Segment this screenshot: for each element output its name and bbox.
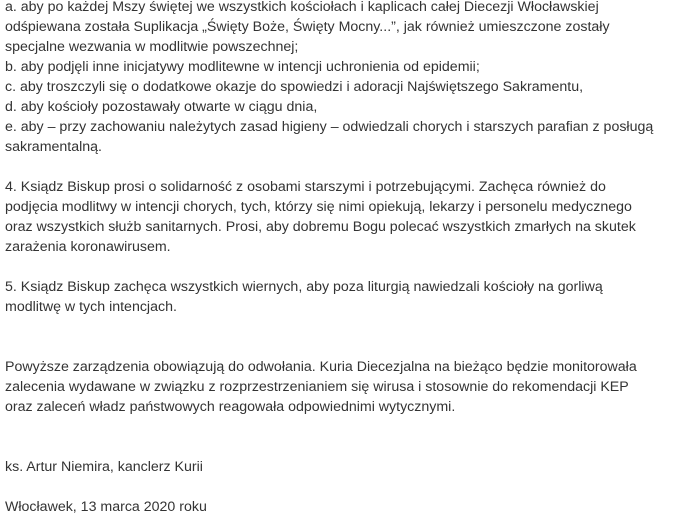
list-item-c: c. aby troszczyli się o dodatkowe okazje do spowiedzi i adoracji Najświętszego Sakramentu, xyxy=(5,79,584,95)
text-line: e. aby – przy zachowaniu należytych zasad higieny – odwiedzali chorych i starszych parafian z posługą xyxy=(5,119,654,135)
paragraph-closing xyxy=(5,357,697,417)
paragraph-spacer xyxy=(5,157,697,177)
list-item-b: b. aby podjęli inne inicjatywy modlitewne w intencji uchronienia od epidemii; xyxy=(5,59,480,75)
paragraph-spacer xyxy=(5,257,697,277)
text-line: a. aby po każdej Mszy świętej we wszystkich kościołach i kaplicach całej Diecezji Włocławskiej xyxy=(5,0,599,15)
text-line: zalecenia wydawane w związku z rozprzestrzenianiem się wirusa i stosownie do rekomendacji KEP xyxy=(5,379,629,395)
document-body xyxy=(5,0,697,517)
list-item-e xyxy=(5,117,697,157)
text-line: odśpiewana została Suplikacja „Święty Boże, Święty Mocny...”, jak również umieszczone zostały xyxy=(5,19,610,35)
text-line: Powyższe zarządzenia obowiązują do odwołania. Kuria Diecezjalna na bieżąco będzie monitorowała xyxy=(5,359,637,375)
text-line: 5. Ksiądz Biskup zachęca wszystkich wiernych, aby poza liturgią nawiedzali kościoły na gorliwą xyxy=(5,279,603,295)
list-item-d: d. aby kościoły pozostawały otwarte w ciągu dnia, xyxy=(5,99,318,115)
text-line: podjęcia modlitwy w intencji chorych, tych, którzy się nimi opiekują, lekarzy i personelu medycznego xyxy=(5,199,632,215)
signature: ks. Artur Niemira, kanclerz Kurii xyxy=(5,459,203,475)
text-line: specjalne wezwania w modlitwie powszechnej; xyxy=(5,39,299,55)
text-line: sakramentalną. xyxy=(5,139,102,155)
text-line: modlitwę w tych intencjach. xyxy=(5,299,177,315)
text-line: 4. Ksiądz Biskup prosi o solidarność z osobami starszymi i potrzebującymi. Zachęca również do xyxy=(5,179,606,195)
paragraph-point-5 xyxy=(5,277,697,317)
paragraph-spacer xyxy=(5,417,697,457)
text-line: zarażenia koronawirusem. xyxy=(5,239,171,255)
paragraph-spacer xyxy=(5,477,697,497)
place-date: Włocławek, 13 marca 2020 roku xyxy=(5,499,207,515)
list-item-a xyxy=(5,0,697,57)
paragraph-point-4 xyxy=(5,177,697,257)
paragraph-spacer xyxy=(5,317,697,357)
text-line: oraz wszystkich służb sanitarnych. Prosi, aby dobremu Bogu polecać wszystkich zmarłych na skutek xyxy=(5,219,636,235)
text-line: oraz zaleceń władz państwowych reagowała odpowiednimi wytycznymi. xyxy=(5,399,456,415)
